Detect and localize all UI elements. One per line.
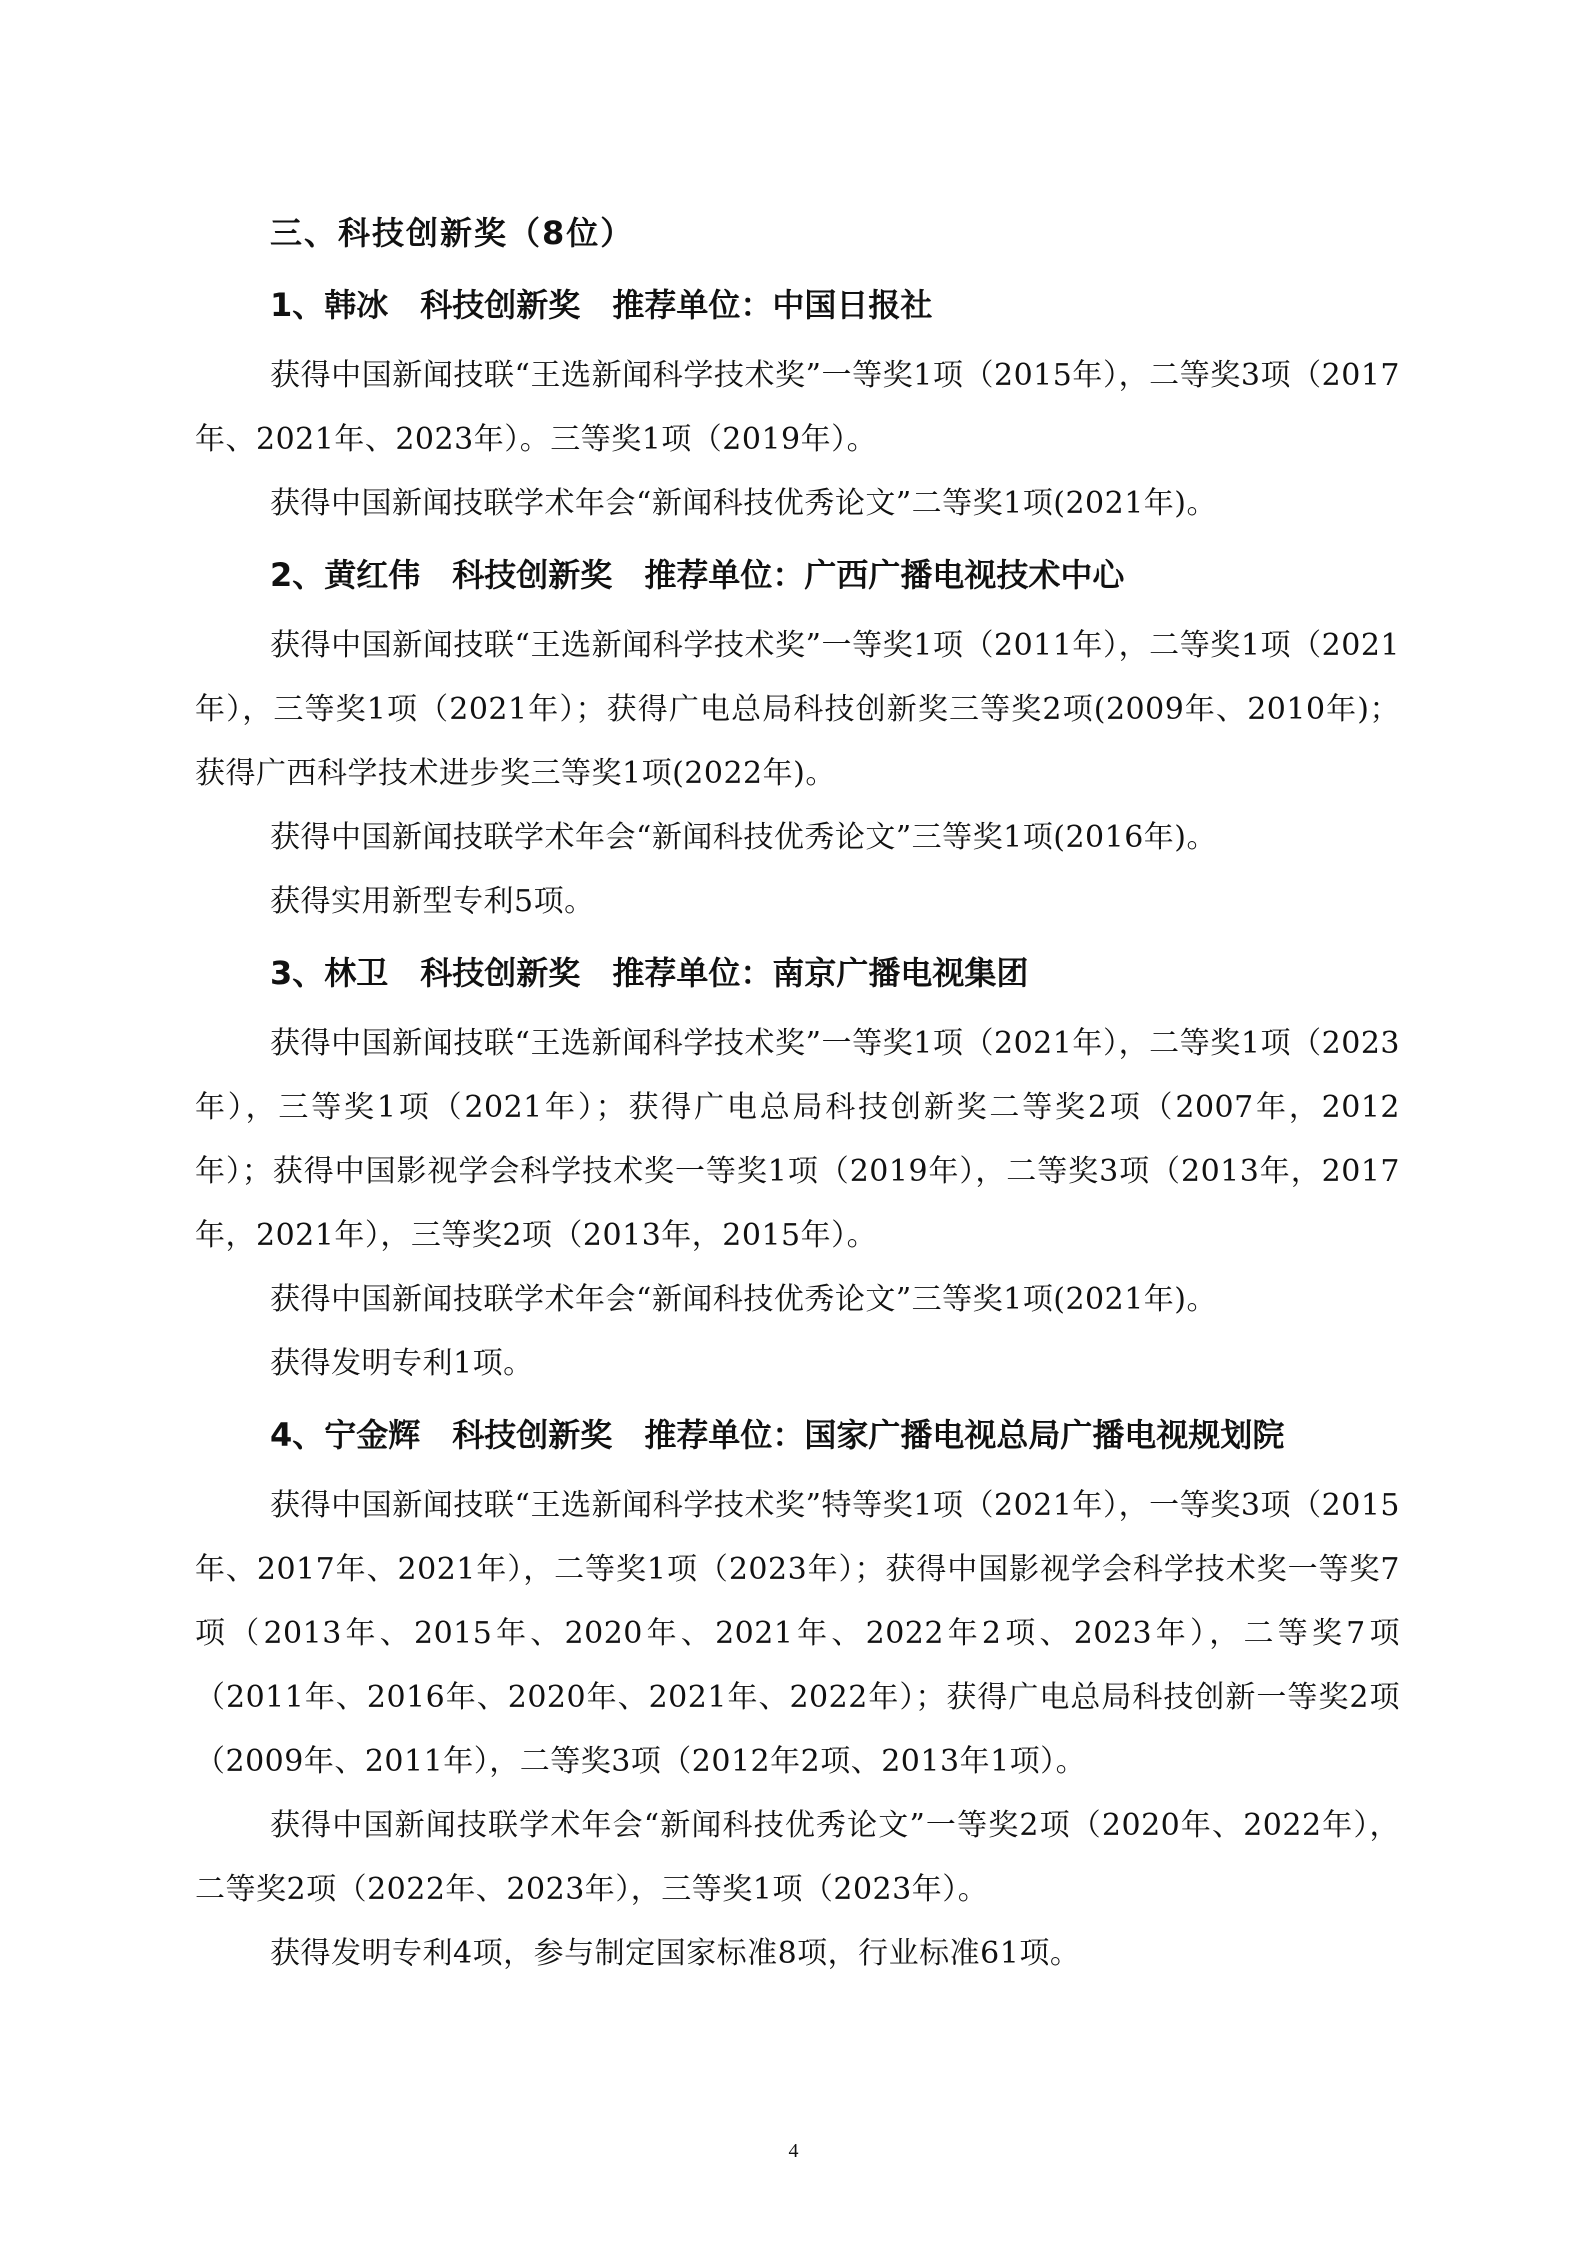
entry-award: 科技创新奖 [420, 286, 581, 324]
entry-3 [195, 940, 1400, 1396]
entry-paragraph: 获得实用新型专利5项。 [270, 884, 595, 919]
entry-paragraph: 获得中国新闻技联学术年会“新闻科技优秀论文”三等奖1项(2016年)。 [270, 820, 1218, 855]
entry-2 [195, 542, 1400, 934]
entry-heading [195, 1402, 1400, 1468]
recommender-name: 广西广播电视技术中心 [804, 556, 1125, 594]
entry-name: 韩冰 [324, 286, 389, 324]
entry-award: 科技创新奖 [452, 1416, 613, 1454]
entry-name: 黄红伟 [324, 556, 421, 594]
recommender-label: 推荐单位： [644, 556, 805, 594]
entry-index: 2、 [270, 556, 325, 594]
entry-paragraph: 获得发明专利1项。 [270, 1346, 534, 1381]
entry-paragraph: 获得中国新闻技联学术年会“新闻科技优秀论文”三等奖1项(2021年)。 [270, 1282, 1218, 1317]
entry-paragraph: 获得中国新闻技联“王选新闻科学技术奖”一等奖1项（2011年），二等奖1项（2021年），三等奖1项（2021年）；获得广电总局科技创新奖三等奖2项(2009年、2010年)；获得广西科学技术进步奖三等奖1项(2022年)。 [195, 628, 1400, 791]
entry-paragraph: 获得中国新闻技联“王选新闻科学技术奖”特等奖1项（2021年），一等奖3项（2015年、2017年、2021年），二等奖1项（2023年）；获得中国影视学会科学技术奖一等奖7项（2013年、2015年、2020年、2021年、2022年2项、2023年），二等奖7项（2011年、2016年、2020年、2021年、2022年）；获得广电总局科技创新一等奖2项（2009年、2011年），二等奖3项（2012年2项、2013年1项）。 [195, 1488, 1400, 1779]
entry-paragraph: 获得中国新闻技联“王选新闻科学技术奖”一等奖1项（2021年），二等奖1项（2023年），三等奖1项（2021年）；获得广电总局科技创新奖二等奖2项（2007年，2012年）；获得中国影视学会科学技术奖一等奖1项（2019年），二等奖3项（2013年，2017年，2021年），三等奖2项（2013年，2015年）。 [195, 1026, 1400, 1253]
recommender-label: 推荐单位： [612, 286, 773, 324]
entry-award: 科技创新奖 [452, 556, 613, 594]
entry-paragraph: 获得发明专利4项，参与制定国家标准8项，行业标准61项。 [270, 1936, 1081, 1971]
entry-name: 林卫 [324, 954, 389, 992]
entry-4 [195, 1402, 1400, 1986]
recommender-name: 国家广播电视总局广播电视规划院 [804, 1416, 1285, 1454]
recommender-label: 推荐单位： [612, 954, 773, 992]
entry-heading [195, 542, 1400, 608]
document-page [195, 200, 1400, 1992]
page-number: 4 [788, 2140, 799, 2162]
entry-heading [195, 272, 1400, 338]
recommender-label: 推荐单位： [644, 1416, 805, 1454]
entry-1 [195, 272, 1400, 536]
section-title: 三、科技创新奖（8位） [270, 214, 635, 252]
entry-index: 1、 [270, 286, 325, 324]
entry-heading [195, 940, 1400, 1006]
entry-paragraph: 获得中国新闻技联学术年会“新闻科技优秀论文”二等奖1项(2021年)。 [270, 486, 1218, 521]
recommender-name: 南京广播电视集团 [772, 954, 1029, 992]
entry-award: 科技创新奖 [420, 954, 581, 992]
recommender-name: 中国日报社 [772, 286, 933, 324]
entry-index: 4、 [270, 1416, 325, 1454]
entry-paragraph: 获得中国新闻技联“王选新闻科学技术奖”一等奖1项（2015年），二等奖3项（2017年、2021年、2023年）。三等奖1项（2019年）。 [195, 358, 1400, 457]
entry-paragraph: 获得中国新闻技联学术年会“新闻科技优秀论文”一等奖2项（2020年、2022年），二等奖2项（2022年、2023年），三等奖1项（2023年）。 [195, 1808, 1400, 1907]
entry-name: 宁金辉 [324, 1416, 421, 1454]
entry-index: 3、 [270, 954, 325, 992]
